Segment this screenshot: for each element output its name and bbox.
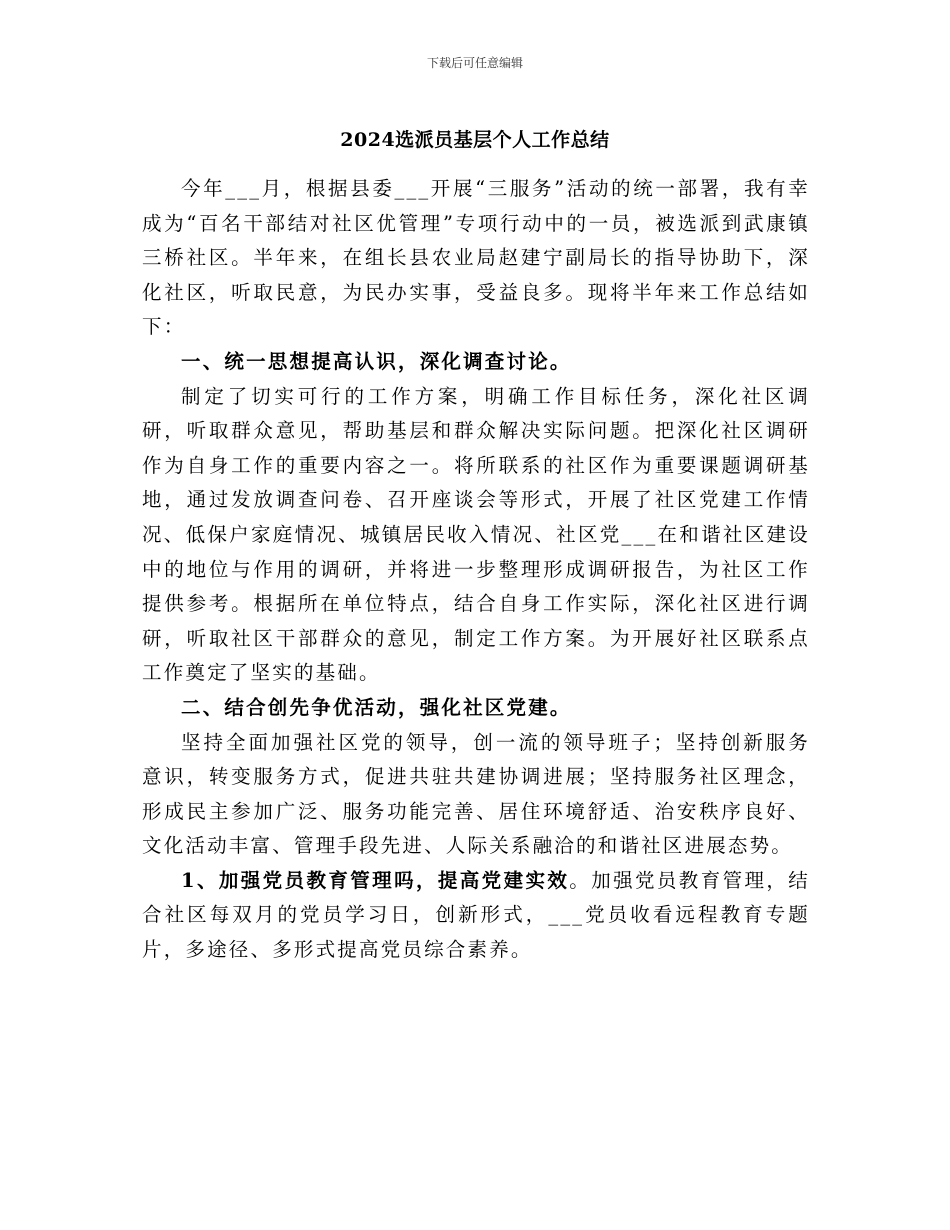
intro-paragraph: 今年___月，根据县委___开展“三服务”活动的统一部署，我有幸成为“百名干部结对社区优管理”专项行动中的一员，被选派到武康镇三桥社区。半年来，在组长县农业局赵建宁副局长的指导协助下，深化社区，听取民意，为民办实事，受益良多。现将半年来工作总结如下： bbox=[142, 177, 810, 339]
section-2-heading: 二、结合创先争优活动，强化社区党建。 bbox=[181, 695, 572, 719]
item-1-lead: 1、加强党员教育管理吗，提高党建实效 bbox=[181, 868, 570, 892]
section-1-heading: 一、统一思想提高认识，深化调查讨论。 bbox=[181, 349, 572, 373]
document-title: 2024选派员基层个人工作总结 bbox=[340, 129, 610, 151]
page-header-note: 下载后可任意编辑 bbox=[426, 56, 523, 70]
section-1-paragraph: 制定了切实可行的工作方案，明确工作目标任务，深化社区调研，听取群众意见，帮助基层和群众解决实际问题。把深化社区调研作为自身工作的重要内容之一。将所联系的社区作为重要课题调研基地，通过发放调查问卷、召开座谈会等形式，开展了社区党建工作情况、低保户家庭情况、城镇居民收入情况、社区党___在和谐社区建设中的地位与作用的调研，并将进一步整理形成调研报告，为社区工作提供参考。根据所在单位特点，结合自身工作实际，深化社区进行调研，听取社区干部群众的意见，制定工作方案。为开展好社区联系点工作奠定了坚实的基础。 bbox=[142, 384, 810, 685]
document-body bbox=[142, 172, 810, 968]
section-2-paragraph: 坚持全面加强社区党的领导，创一流的领导班子；坚持创新服务意识，转变服务方式，促进共驻共建协调进展；坚持服务社区理念，形成民主参加广泛、服务功能完善、居住环境舒适、治安秩序良好、文化活动丰富、管理手段先进、人际关系融洽的和谐社区进展态势。 bbox=[142, 730, 810, 858]
item-1-body: 。加强党员教育管理，结合社区每双月的党员学习日，创新形式，___党员收看远程教育专题片，多途径、多形式提高党员综合素养。 bbox=[142, 868, 811, 962]
item-1-paragraph bbox=[142, 864, 810, 968]
